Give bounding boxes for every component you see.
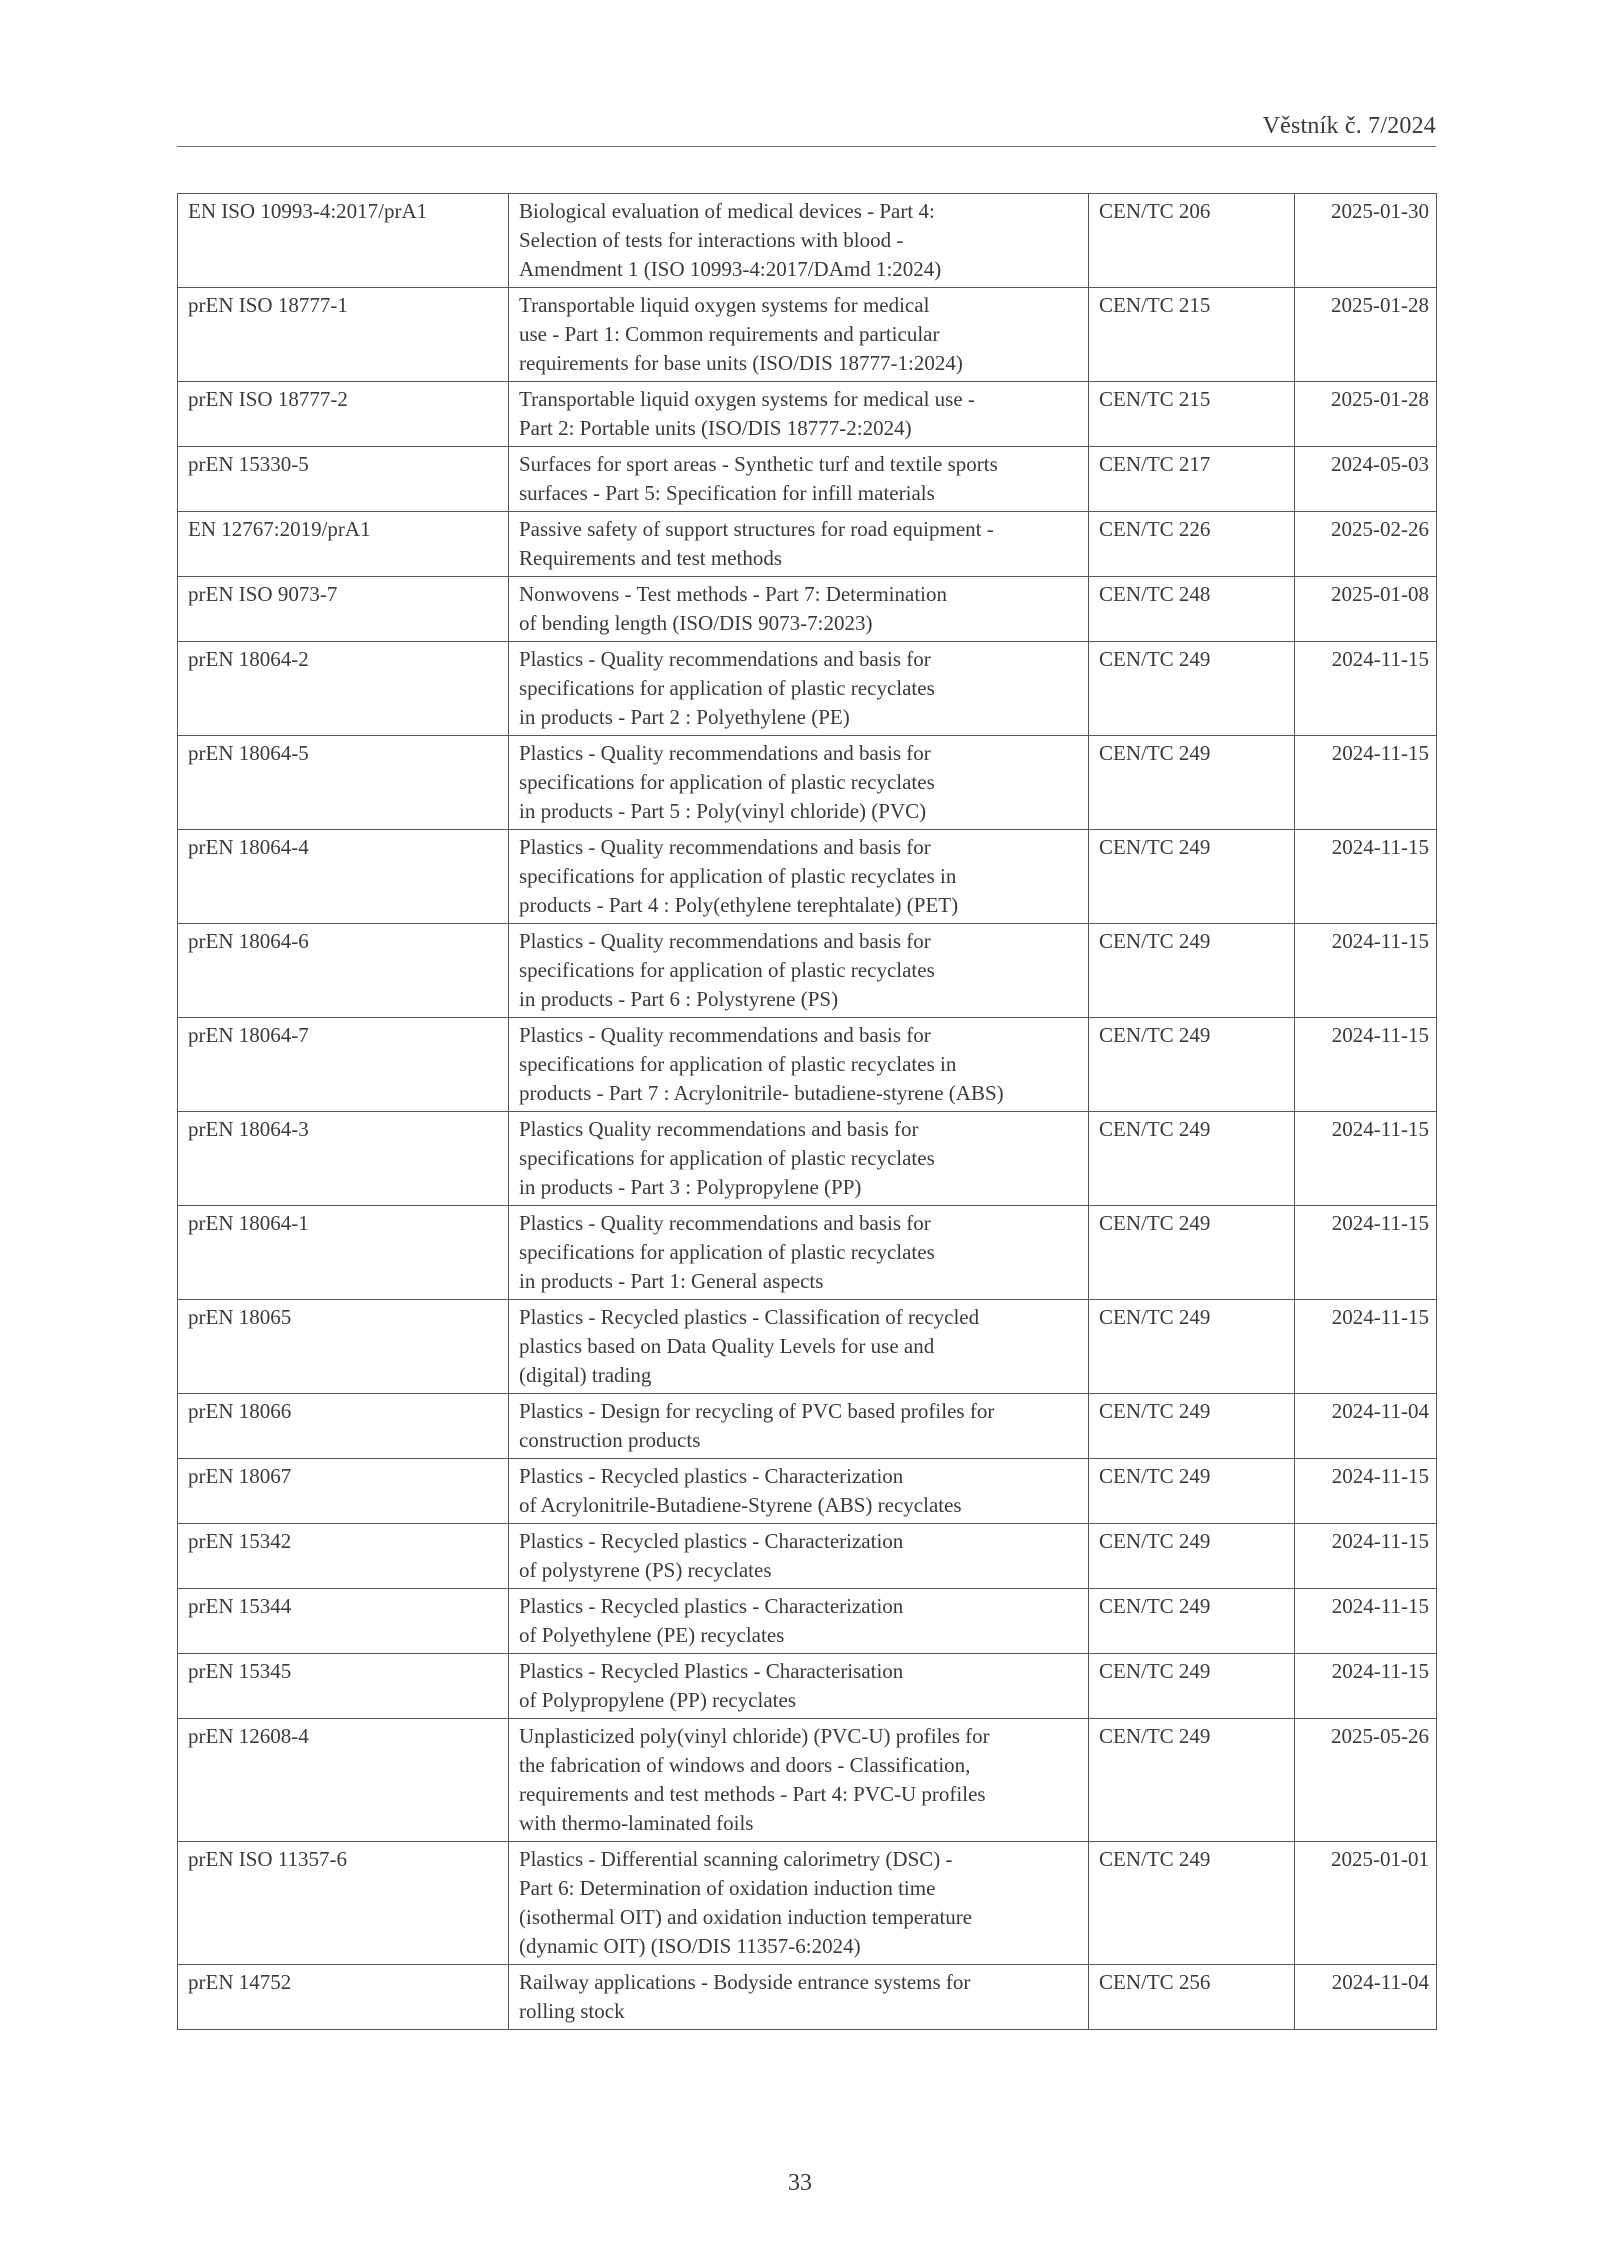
standard-title-line: Plastics - Recycled Plastics - Characterisation	[519, 1659, 904, 1683]
standard-title-line: Surfaces for sport areas - Synthetic turf and textile sports	[519, 452, 998, 476]
standard-code: prEN 15344	[178, 1589, 509, 1654]
technical-committee: CEN/TC 249	[1089, 1589, 1295, 1654]
technical-committee: CEN/TC 249	[1089, 1524, 1295, 1589]
standard-code: EN ISO 10993-4:2017/prA1	[178, 194, 509, 288]
standard-title-line: with thermo-laminated foils	[519, 1811, 754, 1835]
standard-title-line: Plastics Quality recommendations and basis for	[519, 1117, 919, 1141]
technical-committee: CEN/TC 215	[1089, 288, 1295, 382]
standards-table-body	[178, 194, 1437, 2030]
standard-code: prEN 15342	[178, 1524, 509, 1589]
deadline-date: 2024-11-15	[1295, 736, 1437, 830]
standard-code: prEN ISO 11357-6	[178, 1842, 509, 1965]
standard-code: prEN 18066	[178, 1394, 509, 1459]
standard-code: prEN 18064-2	[178, 642, 509, 736]
standard-code: prEN ISO 18777-2	[178, 382, 509, 447]
standard-title	[509, 447, 1089, 512]
standard-title-line: in products - Part 5 : Poly(vinyl chloride) (PVC)	[519, 799, 927, 823]
standard-title-line: requirements for base units (ISO/DIS 18777-1:2024)	[519, 351, 963, 375]
technical-committee: CEN/TC 215	[1089, 382, 1295, 447]
standard-code: prEN 18064-3	[178, 1112, 509, 1206]
standard-title-line: Amendment 1 (ISO 10993-4:2017/DAmd 1:2024)	[519, 257, 942, 281]
standard-code: prEN 18064-4	[178, 830, 509, 924]
standard-title	[509, 577, 1089, 642]
standard-title-line: Transportable liquid oxygen systems for medical	[519, 293, 930, 317]
table-row	[178, 1842, 1437, 1965]
standard-title-line: Plastics - Recycled plastics - Characterization	[519, 1464, 904, 1488]
standard-title	[509, 736, 1089, 830]
table-row	[178, 1654, 1437, 1719]
standard-title	[509, 512, 1089, 577]
standard-title-line: Transportable liquid oxygen systems for medical use -	[519, 387, 975, 411]
deadline-date: 2025-01-08	[1295, 577, 1437, 642]
deadline-date: 2024-11-15	[1295, 642, 1437, 736]
standard-code: prEN 18067	[178, 1459, 509, 1524]
standard-title	[509, 1459, 1089, 1524]
technical-committee: CEN/TC 206	[1089, 194, 1295, 288]
standard-title-line: Biological evaluation of medical devices - Part 4:	[519, 199, 935, 223]
technical-committee: CEN/TC 249	[1089, 1654, 1295, 1719]
standard-code: prEN 15345	[178, 1654, 509, 1719]
standard-code: prEN 18065	[178, 1300, 509, 1394]
standard-title-line: plastics based on Data Quality Levels for use and	[519, 1334, 935, 1358]
standard-title	[509, 288, 1089, 382]
technical-committee: CEN/TC 249	[1089, 1300, 1295, 1394]
standard-title-line: Part 6: Determination of oxidation induction time	[519, 1876, 936, 1900]
standard-title-line: specifications for application of plastic recyclates	[519, 958, 935, 982]
standard-title-line: Plastics - Quality recommendations and basis for	[519, 1023, 931, 1047]
standard-code: prEN ISO 18777-1	[178, 288, 509, 382]
standard-code: prEN 18064-6	[178, 924, 509, 1018]
deadline-date: 2024-11-15	[1295, 1524, 1437, 1589]
standard-title	[509, 1300, 1089, 1394]
standard-title-line: Plastics - Design for recycling of PVC based profiles for	[519, 1399, 995, 1423]
standard-title-line: Selection of tests for interactions with blood -	[519, 228, 904, 252]
table-row	[178, 1459, 1437, 1524]
deadline-date: 2025-01-28	[1295, 288, 1437, 382]
technical-committee: CEN/TC 256	[1089, 1965, 1295, 2030]
table-row	[178, 1719, 1437, 1842]
standard-title-line: specifications for application of plastic recyclates	[519, 676, 935, 700]
standard-title-line: (isothermal OIT) and oxidation induction temperature	[519, 1905, 973, 1929]
table-row	[178, 642, 1437, 736]
standard-title-line: of Polypropylene (PP) recyclates	[519, 1688, 797, 1712]
standard-title	[509, 194, 1089, 288]
deadline-date: 2024-11-15	[1295, 1206, 1437, 1300]
technical-committee: CEN/TC 249	[1089, 1206, 1295, 1300]
deadline-date: 2024-11-15	[1295, 924, 1437, 1018]
standard-code: prEN 18064-1	[178, 1206, 509, 1300]
standard-title-line: in products - Part 3 : Polypropylene (PP)	[519, 1175, 862, 1199]
table-row	[178, 194, 1437, 288]
standard-title-line: Plastics - Quality recommendations and basis for	[519, 929, 931, 953]
standard-title-line: requirements and test methods - Part 4: PVC-U profiles	[519, 1782, 986, 1806]
deadline-date: 2025-02-26	[1295, 512, 1437, 577]
table-row	[178, 447, 1437, 512]
standard-title-line: in products - Part 6 : Polystyrene (PS)	[519, 987, 839, 1011]
table-row	[178, 288, 1437, 382]
deadline-date: 2025-01-28	[1295, 382, 1437, 447]
technical-committee: CEN/TC 249	[1089, 1719, 1295, 1842]
standard-title-line: (digital) trading	[519, 1363, 652, 1387]
standard-title-line: (dynamic OIT) (ISO/DIS 11357-6:2024)	[519, 1934, 861, 1958]
standard-title-line: products - Part 4 : Poly(ethylene terephtalate) (PET)	[519, 893, 959, 917]
table-row	[178, 830, 1437, 924]
standard-title-line: specifications for application of plastic recyclates in	[519, 864, 957, 888]
standard-title-line: of bending length (ISO/DIS 9073-7:2023)	[519, 611, 873, 635]
deadline-date: 2024-11-04	[1295, 1965, 1437, 2030]
standard-code: prEN 14752	[178, 1965, 509, 2030]
standard-title	[509, 1018, 1089, 1112]
standard-title-line: Nonwovens - Test methods - Part 7: Determination	[519, 582, 947, 606]
table-row	[178, 736, 1437, 830]
standard-code: prEN 12608-4	[178, 1719, 509, 1842]
standard-title-line: Plastics - Quality recommendations and basis for	[519, 835, 931, 859]
standard-title	[509, 924, 1089, 1018]
table-row	[178, 577, 1437, 642]
standard-title-line: Unplasticized poly(vinyl chloride) (PVC-U) profiles for	[519, 1724, 990, 1748]
page-header	[177, 114, 1436, 147]
standard-title-line: Plastics - Quality recommendations and basis for	[519, 647, 931, 671]
table-row	[178, 382, 1437, 447]
standard-title	[509, 1654, 1089, 1719]
standard-title-line: Part 2: Portable units (ISO/DIS 18777-2:2024)	[519, 416, 912, 440]
standard-title-line: use - Part 1: Common requirements and particular	[519, 322, 940, 346]
standards-table	[177, 193, 1437, 2030]
standard-title	[509, 1589, 1089, 1654]
standard-title	[509, 1965, 1089, 2030]
table-row	[178, 1394, 1437, 1459]
table-row	[178, 1300, 1437, 1394]
standard-title	[509, 1394, 1089, 1459]
standard-title-line: specifications for application of plastic recyclates	[519, 1240, 935, 1264]
deadline-date: 2025-05-26	[1295, 1719, 1437, 1842]
table-row	[178, 1018, 1437, 1112]
deadline-date: 2025-01-01	[1295, 1842, 1437, 1965]
table-row	[178, 1206, 1437, 1300]
technical-committee: CEN/TC 249	[1089, 736, 1295, 830]
standard-title-line: Plastics - Quality recommendations and basis for	[519, 1211, 931, 1235]
technical-committee: CEN/TC 249	[1089, 1459, 1295, 1524]
standard-code: prEN 15330-5	[178, 447, 509, 512]
standard-title	[509, 1112, 1089, 1206]
table-row	[178, 924, 1437, 1018]
page-number: 33	[788, 2170, 812, 2196]
deadline-date: 2024-11-15	[1295, 1459, 1437, 1524]
standard-code: EN 12767:2019/prA1	[178, 512, 509, 577]
standard-title	[509, 642, 1089, 736]
technical-committee: CEN/TC 249	[1089, 642, 1295, 736]
deadline-date: 2024-11-15	[1295, 1300, 1437, 1394]
standard-title-line: Plastics - Recycled plastics - Characterization	[519, 1594, 904, 1618]
standard-title-line: Plastics - Quality recommendations and basis for	[519, 741, 931, 765]
standard-title-line: products - Part 7 : Acrylonitrile- butadiene-styrene (ABS)	[519, 1081, 1004, 1105]
deadline-date: 2024-11-15	[1295, 1018, 1437, 1112]
standard-title-line: surfaces - Part 5: Specification for infill materials	[519, 481, 935, 505]
deadline-date: 2024-11-15	[1295, 1112, 1437, 1206]
technical-committee: CEN/TC 249	[1089, 1112, 1295, 1206]
standard-title	[509, 830, 1089, 924]
deadline-date: 2025-01-30	[1295, 194, 1437, 288]
standard-title	[509, 1842, 1089, 1965]
standard-title-line: specifications for application of plastic recyclates	[519, 770, 935, 794]
technical-committee: CEN/TC 249	[1089, 1018, 1295, 1112]
table-row	[178, 1524, 1437, 1589]
standard-title-line: Plastics - Recycled plastics - Characterization	[519, 1529, 904, 1553]
standard-title-line: in products - Part 2 : Polyethylene (PE)	[519, 705, 850, 729]
standard-title	[509, 382, 1089, 447]
technical-committee: CEN/TC 226	[1089, 512, 1295, 577]
technical-committee: CEN/TC 248	[1089, 577, 1295, 642]
technical-committee: CEN/TC 249	[1089, 830, 1295, 924]
table-row	[178, 1112, 1437, 1206]
standard-title-line: Plastics - Recycled plastics - Classification of recycled	[519, 1305, 980, 1329]
technical-committee: CEN/TC 249	[1089, 924, 1295, 1018]
bulletin-title: Věstník č. 7/2024	[1262, 113, 1436, 139]
standard-title-line: in products - Part 1: General aspects	[519, 1269, 824, 1293]
standard-title-line: of Acrylonitrile-Butadiene-Styrene (ABS) recyclates	[519, 1493, 962, 1517]
standard-title-line: Requirements and test methods	[519, 546, 783, 570]
deadline-date: 2024-11-15	[1295, 1654, 1437, 1719]
standard-code: prEN 18064-7	[178, 1018, 509, 1112]
standard-title-line: of polystyrene (PS) recyclates	[519, 1558, 772, 1582]
technical-committee: CEN/TC 249	[1089, 1394, 1295, 1459]
standard-code: prEN ISO 9073-7	[178, 577, 509, 642]
standard-title-line: Plastics - Differential scanning calorimetry (DSC) -	[519, 1847, 953, 1871]
standard-title-line: specifications for application of plastic recyclates in	[519, 1052, 957, 1076]
standard-title-line: the fabrication of windows and doors - Classification,	[519, 1753, 971, 1777]
standard-title-line: of Polyethylene (PE) recyclates	[519, 1623, 785, 1647]
table-row	[178, 512, 1437, 577]
deadline-date: 2024-05-03	[1295, 447, 1437, 512]
standard-title-line: construction products	[519, 1428, 701, 1452]
technical-committee: CEN/TC 217	[1089, 447, 1295, 512]
deadline-date: 2024-11-04	[1295, 1394, 1437, 1459]
deadline-date: 2024-11-15	[1295, 830, 1437, 924]
standard-title	[509, 1206, 1089, 1300]
table-row	[178, 1965, 1437, 2030]
standard-title-line: Railway applications - Bodyside entrance systems for	[519, 1970, 971, 1994]
table-row	[178, 1589, 1437, 1654]
standard-title	[509, 1719, 1089, 1842]
technical-committee: CEN/TC 249	[1089, 1842, 1295, 1965]
standard-title-line: rolling stock	[519, 1999, 625, 2023]
standard-title	[509, 1524, 1089, 1589]
standard-title-line: specifications for application of plastic recyclates	[519, 1146, 935, 1170]
deadline-date: 2024-11-15	[1295, 1589, 1437, 1654]
standard-title-line: Passive safety of support structures for road equipment -	[519, 517, 994, 541]
standard-code: prEN 18064-5	[178, 736, 509, 830]
